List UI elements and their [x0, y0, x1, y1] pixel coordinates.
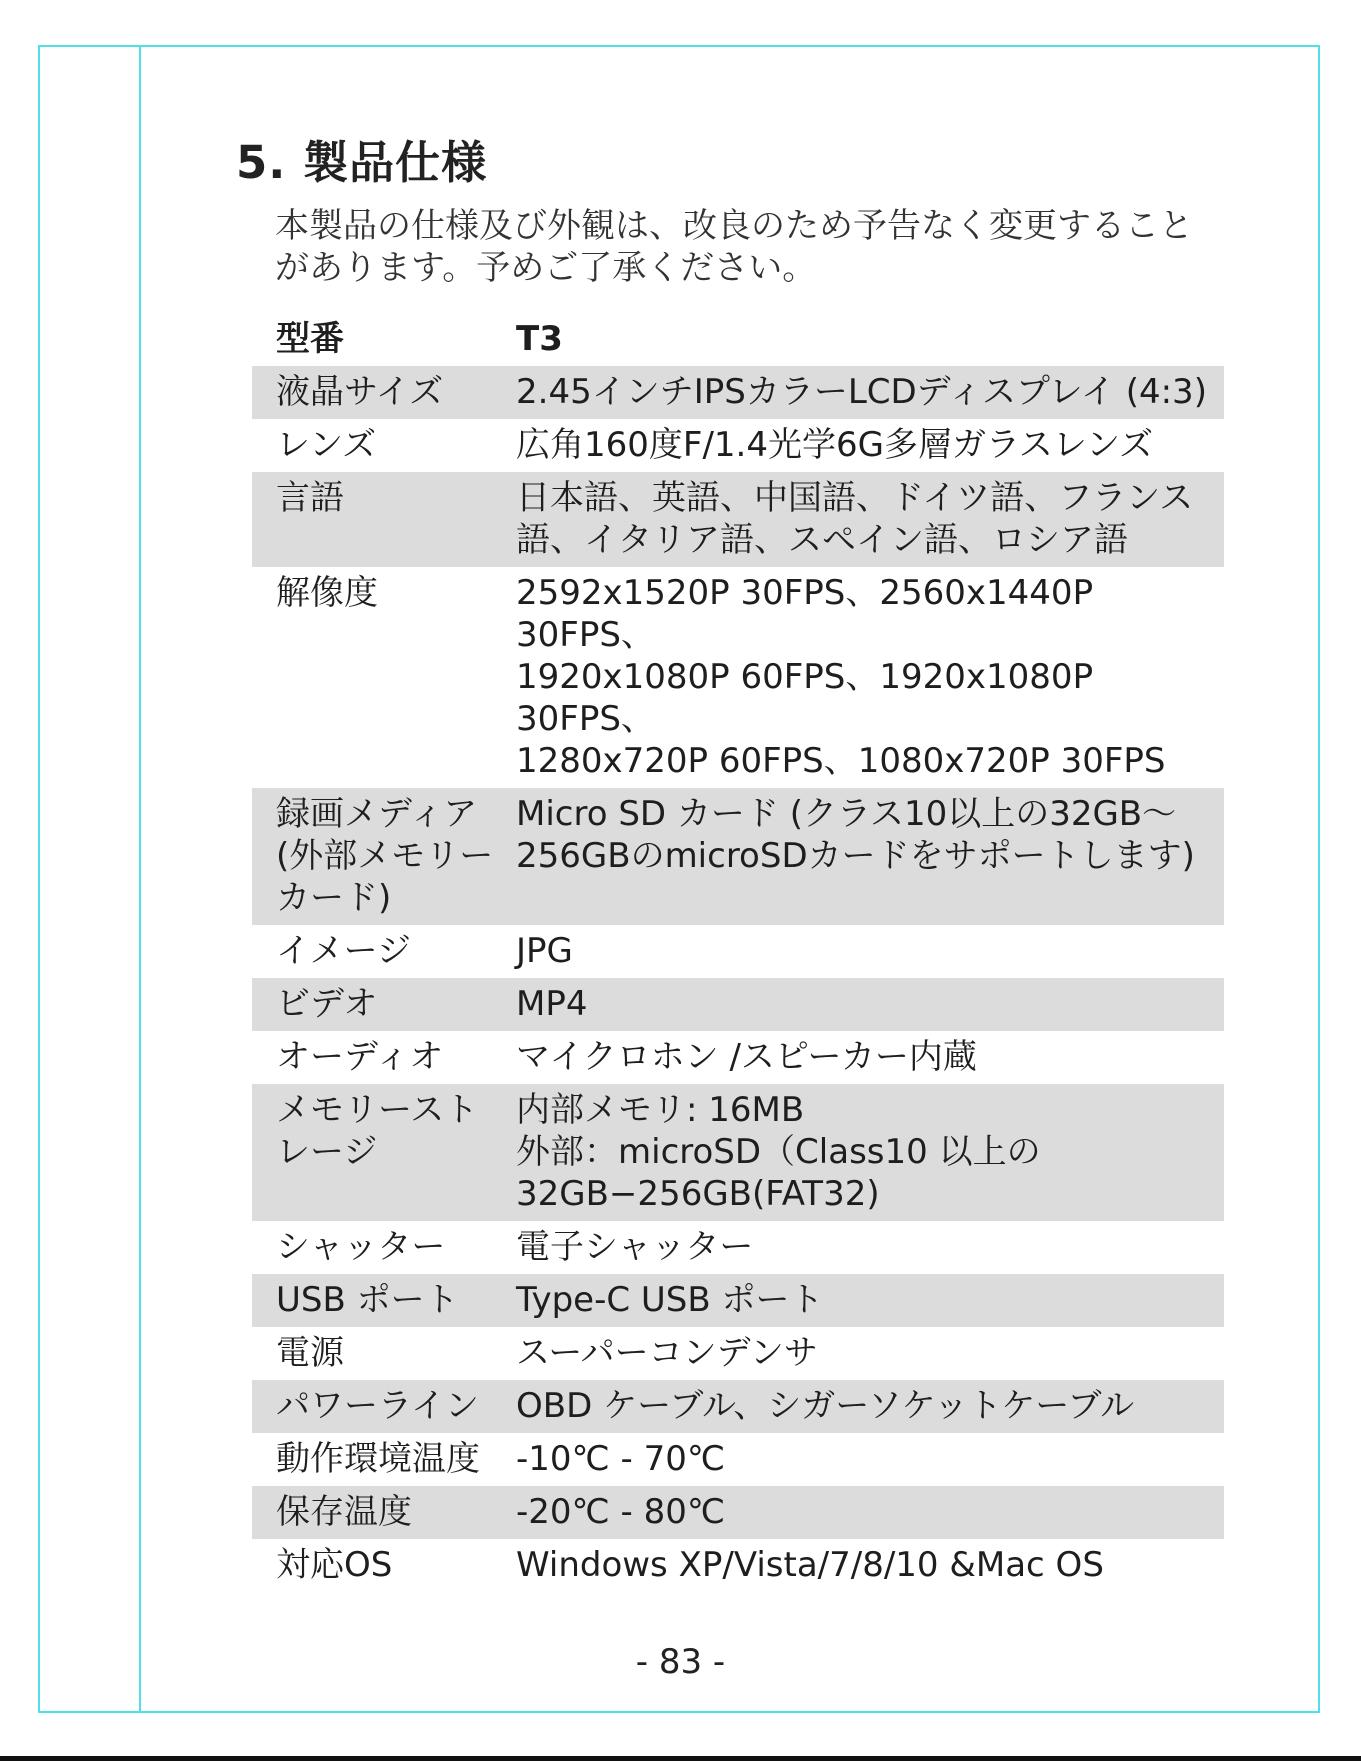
- spec-row: [252, 1084, 1224, 1221]
- margin-rule: [139, 45, 141, 1713]
- spec-row: [252, 366, 1224, 419]
- spec-value: OBD ケーブル、シガーソケットケーブル: [512, 1380, 1224, 1433]
- spec-value: 内部メモリ: 16MB 外部：microSD（Class10 以上の32GB−256GB(FAT32): [512, 1084, 1224, 1221]
- spec-row: [252, 1486, 1224, 1539]
- spec-value: -20℃ - 80℃: [512, 1486, 1224, 1539]
- spec-value: スーパーコンデンサ: [516, 1333, 818, 1373]
- spec-label: メモリーストレージ: [252, 1084, 512, 1221]
- spec-label: パワーライン: [252, 1380, 512, 1433]
- spec-value: 2592x1520P 30FPS、2560x1440P 30FPS、 1920x1080P 60FPS、1920x1080P 30FPS、 1280x720P 60FPS、1080x720P 30FPS: [516, 573, 1166, 781]
- spec-value: MP4: [512, 978, 1224, 1031]
- spec-row: [252, 472, 1224, 567]
- spec-label: 液晶サイズ: [252, 366, 512, 419]
- spec-value: 2.45インチIPSカラーLCDディスプレイ (4:3): [512, 366, 1224, 419]
- spec-label: 解像度: [276, 573, 378, 613]
- spec-row: [252, 978, 1224, 1031]
- spec-row: [252, 1433, 1224, 1486]
- spec-label: イメージ: [276, 931, 411, 971]
- spec-row: [252, 419, 1224, 472]
- spec-label: 言語: [252, 472, 512, 567]
- spec-value: -10℃ - 70℃: [516, 1439, 726, 1479]
- spec-label: 録画メディア(外部メモリーカード): [252, 788, 512, 925]
- spec-label: USB ポート: [252, 1274, 512, 1327]
- spec-header-row: [252, 313, 1224, 366]
- spec-value: Windows XP/Vista/7/8/10 &Mac OS: [516, 1545, 1104, 1585]
- spec-value: Micro SD カード (クラス10以上の32GB〜256GBのmicroSDカードをサポートします): [512, 788, 1224, 925]
- spec-value: 日本語、英語、中国語、ドイツ語、フランス語、イタリア語、スペイン語、ロシア語: [512, 472, 1224, 567]
- page-number: - 83 -: [635, 1642, 726, 1682]
- spec-row: [252, 1327, 1224, 1380]
- spec-value: Type-C USB ポート: [512, 1274, 1224, 1327]
- spec-row: [252, 1539, 1224, 1592]
- spec-label: レンズ: [276, 425, 377, 465]
- spec-row: [252, 567, 1224, 788]
- spec-label: ビデオ: [252, 978, 512, 1031]
- spec-row: [252, 1274, 1224, 1327]
- spec-header-label: 型番: [276, 319, 344, 359]
- spec-label: 保存温度: [252, 1486, 512, 1539]
- spec-row: [252, 1380, 1224, 1433]
- spec-value: マイクロホン /スピーカー内蔵: [516, 1037, 977, 1077]
- spec-row: [252, 1031, 1224, 1084]
- spec-value: 広角160度F/1.4光学6G多層ガラスレンズ: [516, 425, 1154, 465]
- spec-label: オーディオ: [276, 1037, 444, 1077]
- spec-label: 動作環境温度: [276, 1439, 480, 1479]
- spec-label: シャッター: [276, 1227, 446, 1267]
- spec-header-value: T3: [516, 319, 563, 359]
- spec-row: [252, 925, 1224, 978]
- spec-value: 電子シャッター: [516, 1227, 754, 1267]
- page-bottom-edge: [0, 1756, 1361, 1761]
- spec-label: 対応OS: [276, 1545, 393, 1585]
- spec-table: [252, 313, 1224, 1592]
- intro-paragraph: 本製品の仕様及び外観は、改良のため予告なく変更することがあります。予めご了承ください。: [275, 206, 1193, 288]
- spec-label: 電源: [276, 1333, 344, 1373]
- spec-row: [252, 1221, 1224, 1274]
- spec-row: [252, 788, 1224, 925]
- section-heading: 5. 製品仕様: [236, 136, 488, 189]
- spec-value: JPG: [516, 931, 573, 971]
